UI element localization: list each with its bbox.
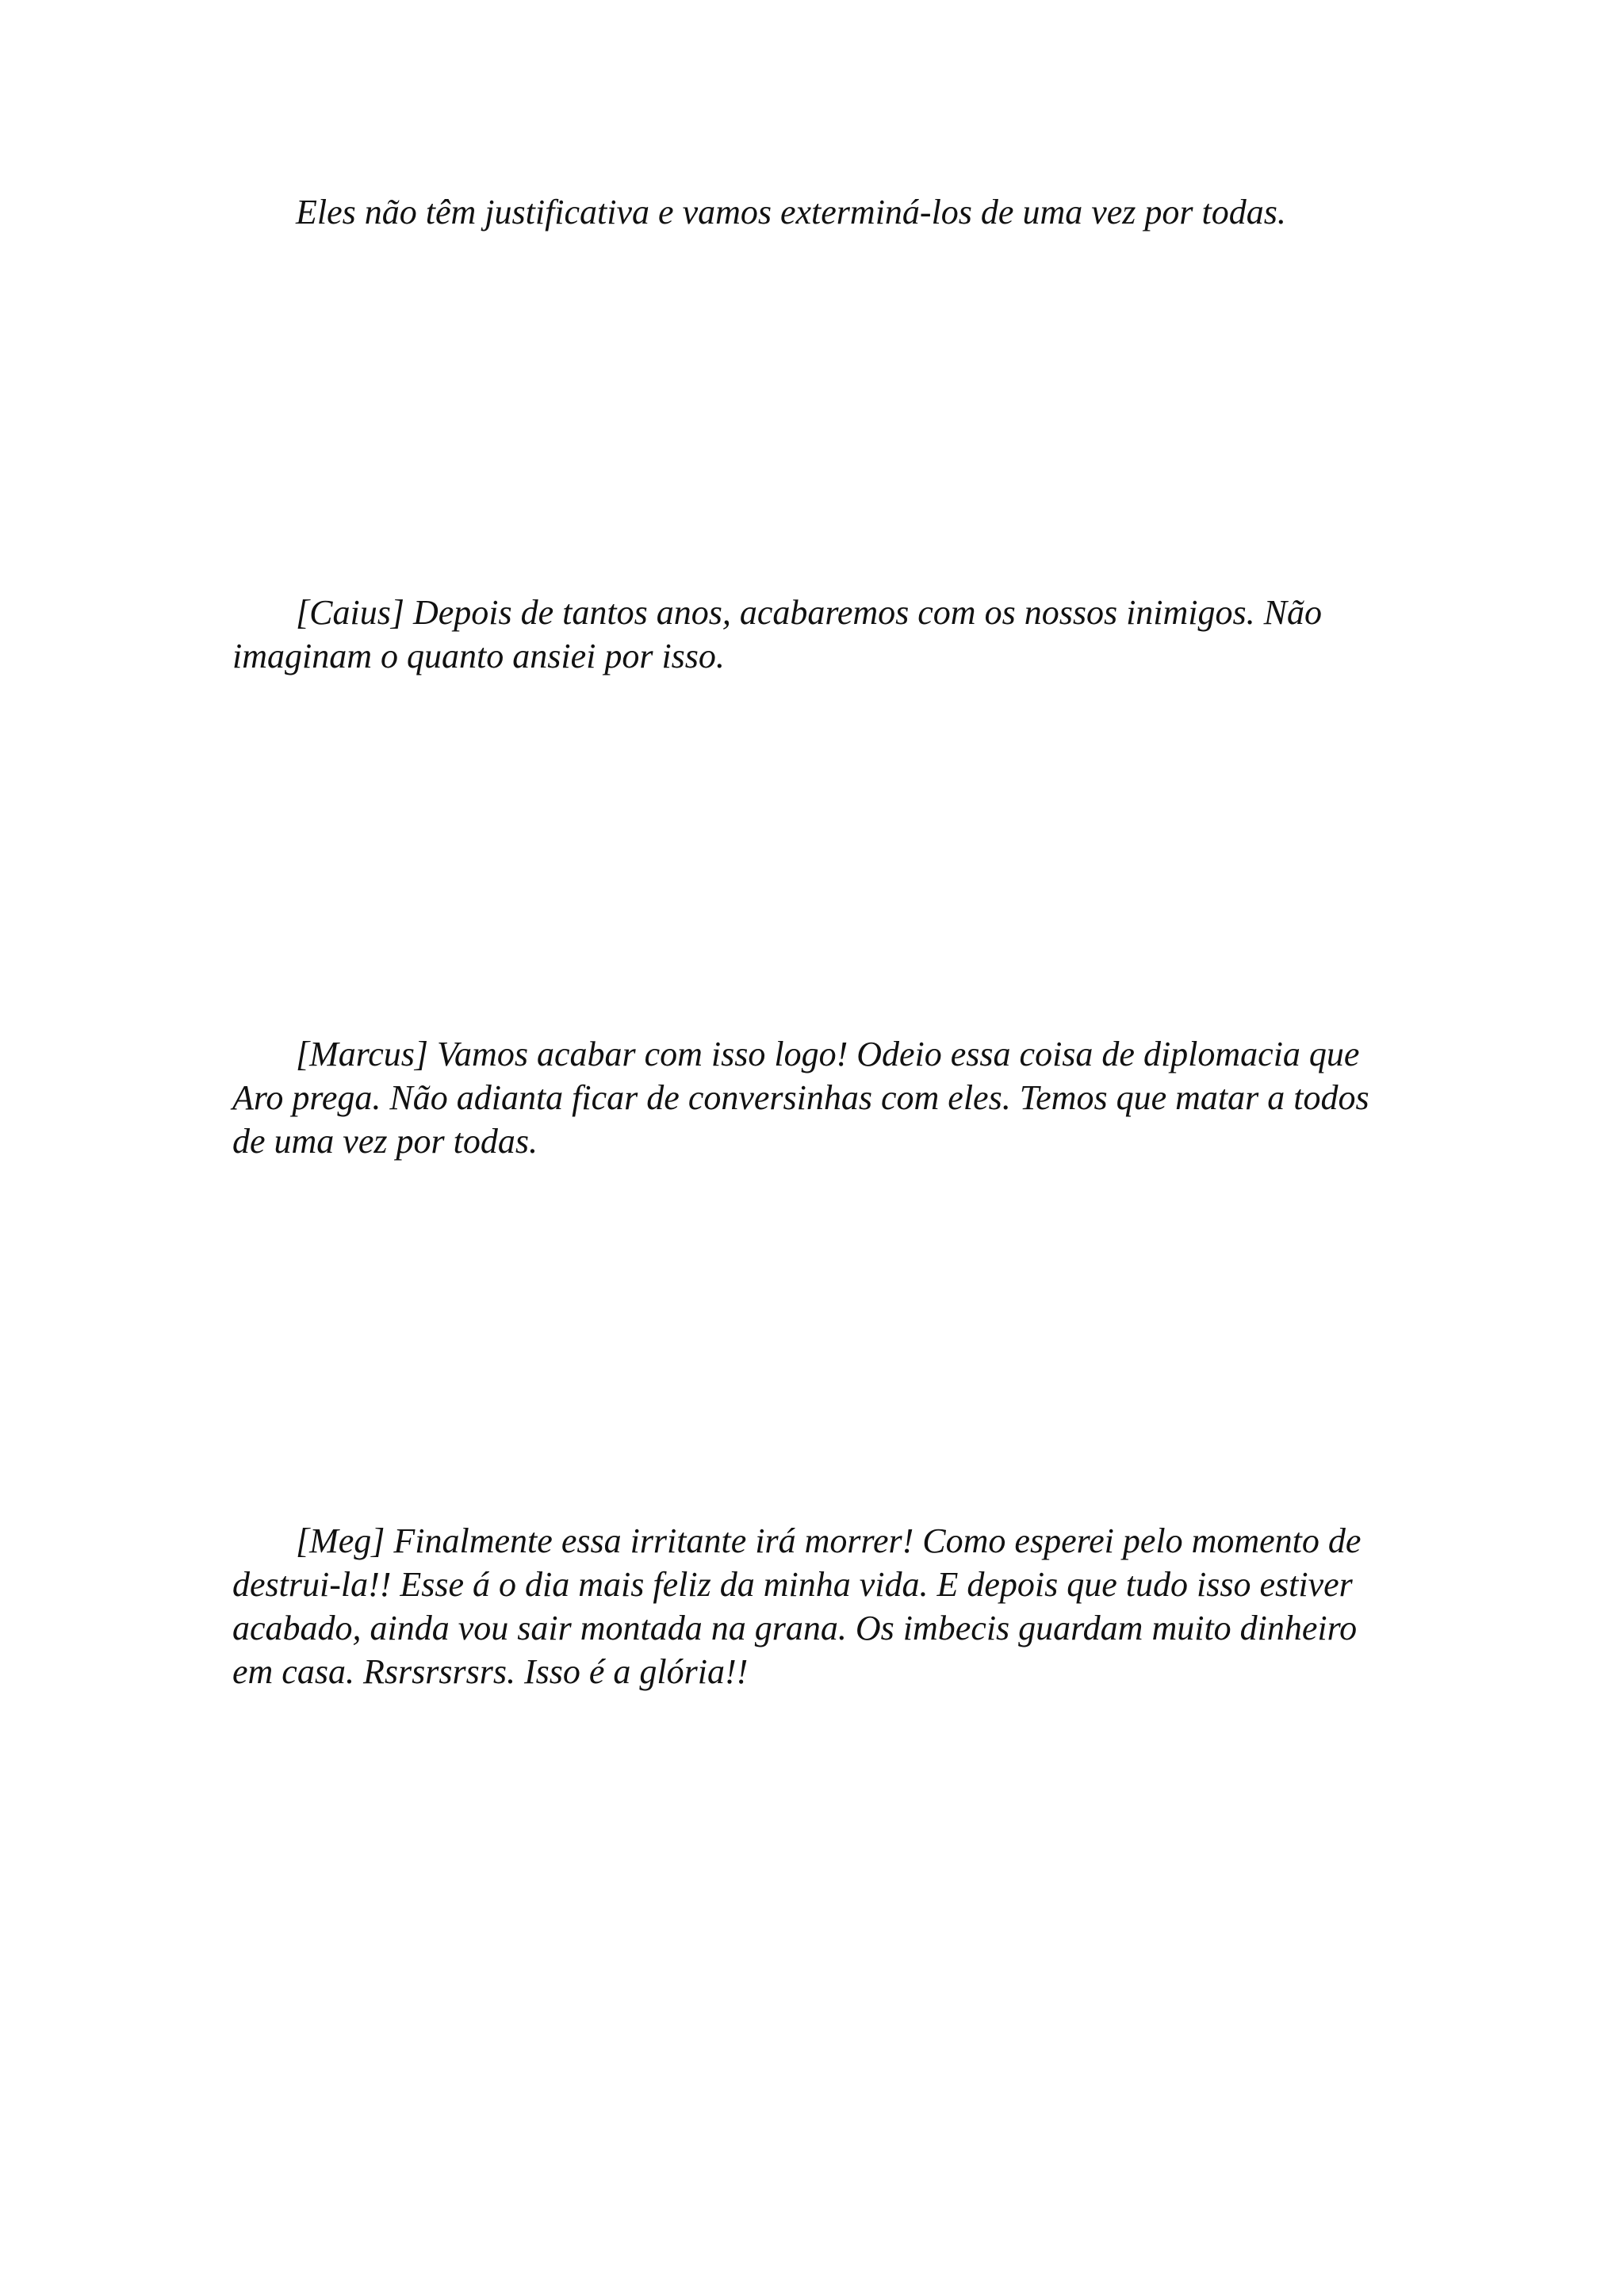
paragraph-narration: Eles não têm justificativa e vamos exterminá-los de uma vez por todas.	[296, 193, 1286, 232]
paragraph-meg: [Meg] Finalmente essa irritante irá morrer! Como esperei pelo momento de destrui-la!! Esse á o dia mais feliz da minha vida. E depois que tudo isso estiver acabado, ainda vou sair montada na grana. Os imbecis guardam muito dinheiro em casa. Rsrsrsrsrs. Isso é a glória!!	[232, 1521, 1362, 1691]
paragraph-marcus: [Marcus] Vamos acabar com isso logo! Odeio essa coisa de diplomacia que Aro prega. Não adianta ficar de conversinhas com eles. Temos que matar a todos de uma vez por todas.	[232, 1035, 1369, 1161]
paragraph-caius: [Caius] Depois de tantos anos, acabaremos com os nossos inimigos. Não imaginam o quanto ansiei por isso.	[232, 593, 1322, 675]
